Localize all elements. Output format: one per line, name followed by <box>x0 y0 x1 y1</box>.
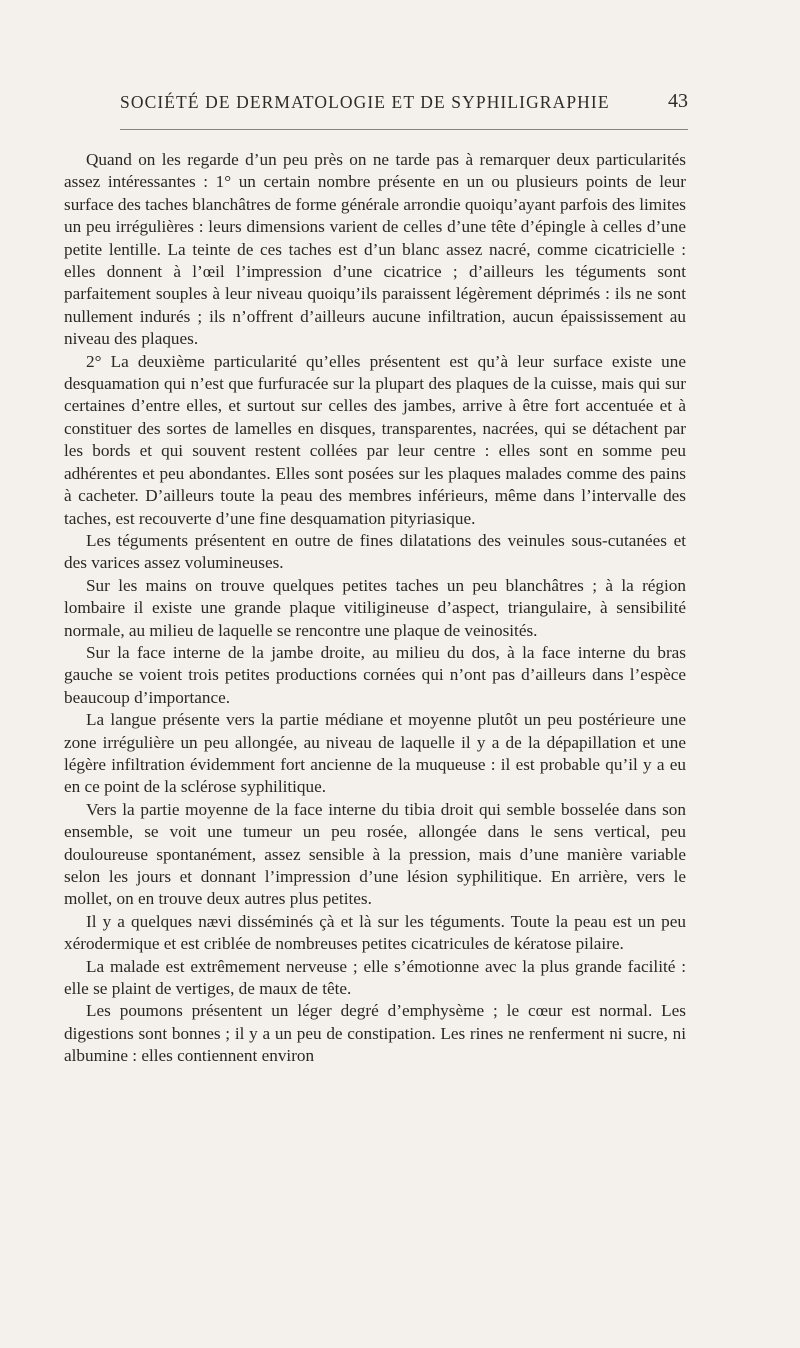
paragraph: Vers la partie moyenne de la face interne du tibia droit qui semble bosselée dans son ensemble, se voit une tumeur un peu rosée, allongée dans le sens vertical, peu douloureuse spontanément, assez sensible à la pression, mais d’une manière variable selon les jours et donnant l’impression d’une lésion syphilitique. En arrière, vers le mollet, on en trouve deux autres plus petites. <box>64 799 686 909</box>
page-header <box>114 92 688 118</box>
paragraph: Les poumons présentent un léger degré d’emphysème ; le cœur est normal. Les digestions sont bonnes ; il y a un peu de constipation. Les rines ne renferment ni sucre, ni albumine : elles contiennent environ <box>64 1001 686 1066</box>
paragraph: Sur la face interne de la jambe droite, au milieu du dos, à la face interne du bras gauche se voient trois petites productions cornées qui n’ont pas d’ailleurs dans l’espèce beaucoup d’importance. <box>64 642 686 707</box>
paragraph: La malade est extrêmement nerveuse ; elle s’émotionne avec la plus grande facilité : elle se plaint de vertiges, de maux de tête. <box>64 956 686 999</box>
paragraph: Les téguments présentent en outre de fines dilatations des veinules sous-cutanées et des varices assez volumineuses. <box>64 530 686 573</box>
running-title: SOCIÉTÉ DE DERMATOLOGIE ET DE SYPHILIGRAPHIE <box>120 92 610 112</box>
paragraph: Quand on les regarde d’un peu près on ne tarde pas à remarquer deux particularités assez intéressantes : 1° un certain nombre présente en un ou plusieurs points de leur surface des taches blanchâtres de forme générale arrondie quoiqu’ayant parfois des limites un peu irrégulières : leurs dimensions varient de celles d’une tête d’épingle à celles d’une petite lentille. La teinte de ces taches est d’un blanc assez nacré, comme cicatricielle : elles donnent à l’œil l’impression d’une cicatrice ; d’ailleurs les téguments sont parfaitement souples à leur niveau quoiqu’ils paraissent légèrement déprimés : ils ne sont nullement indurés ; ils n’offrent d’ailleurs aucune infiltration, aucun épaississement au niveau des plaques. <box>64 150 686 349</box>
paragraph: Sur les mains on trouve quelques petites taches un peu blanchâtres ; à la région lombaire il existe une grande plaque vitiligineuse d’aspect, triangulaire, à sensibilité normale, au milieu de laquelle se rencontre une plaque de veinosités. <box>64 575 686 640</box>
paragraph: 2° La deuxième particularité qu’elles présentent est qu’à leur surface existe une desquamation qui n’est que furfuracée sur la plupart des plaques de la cuisse, mais qui sur certaines d’entre elles, et surtout sur celles des jambes, arrive à être fort accentuée et à constituer des sortes de lamelles en disques, transparentes, nacrées, qui se détachent par les bords et qui souvent restent collées par leur centre : elles sont en somme peu adhérentes et peu abondantes. Elles sont posées sur les plaques malades comme des pains à cacheter. D’ailleurs toute la peau des membres inférieurs, même dans l’intervalle des taches, est recouverte d’une fine desquamation pityriasique. <box>64 351 686 528</box>
body-text <box>64 149 686 1068</box>
paragraph: Il y a quelques nævi disséminés çà et là sur les téguments. Toute la peau est un peu xérodermique et est criblée de nombreuses petites cicatricules de kératose pilaire. <box>64 911 686 954</box>
paragraph: La langue présente vers la partie médiane et moyenne plutôt un peu postérieure une zone irrégulière un peu allongée, au niveau de laquelle il y a de la dépapillation et une légère infiltration évidemment fort ancienne de la muqueuse : il est probable qu’il y a eu en ce point de la sclérose syphilitique. <box>64 710 686 797</box>
page-number: 43 <box>668 90 688 112</box>
header-rule <box>120 129 688 130</box>
